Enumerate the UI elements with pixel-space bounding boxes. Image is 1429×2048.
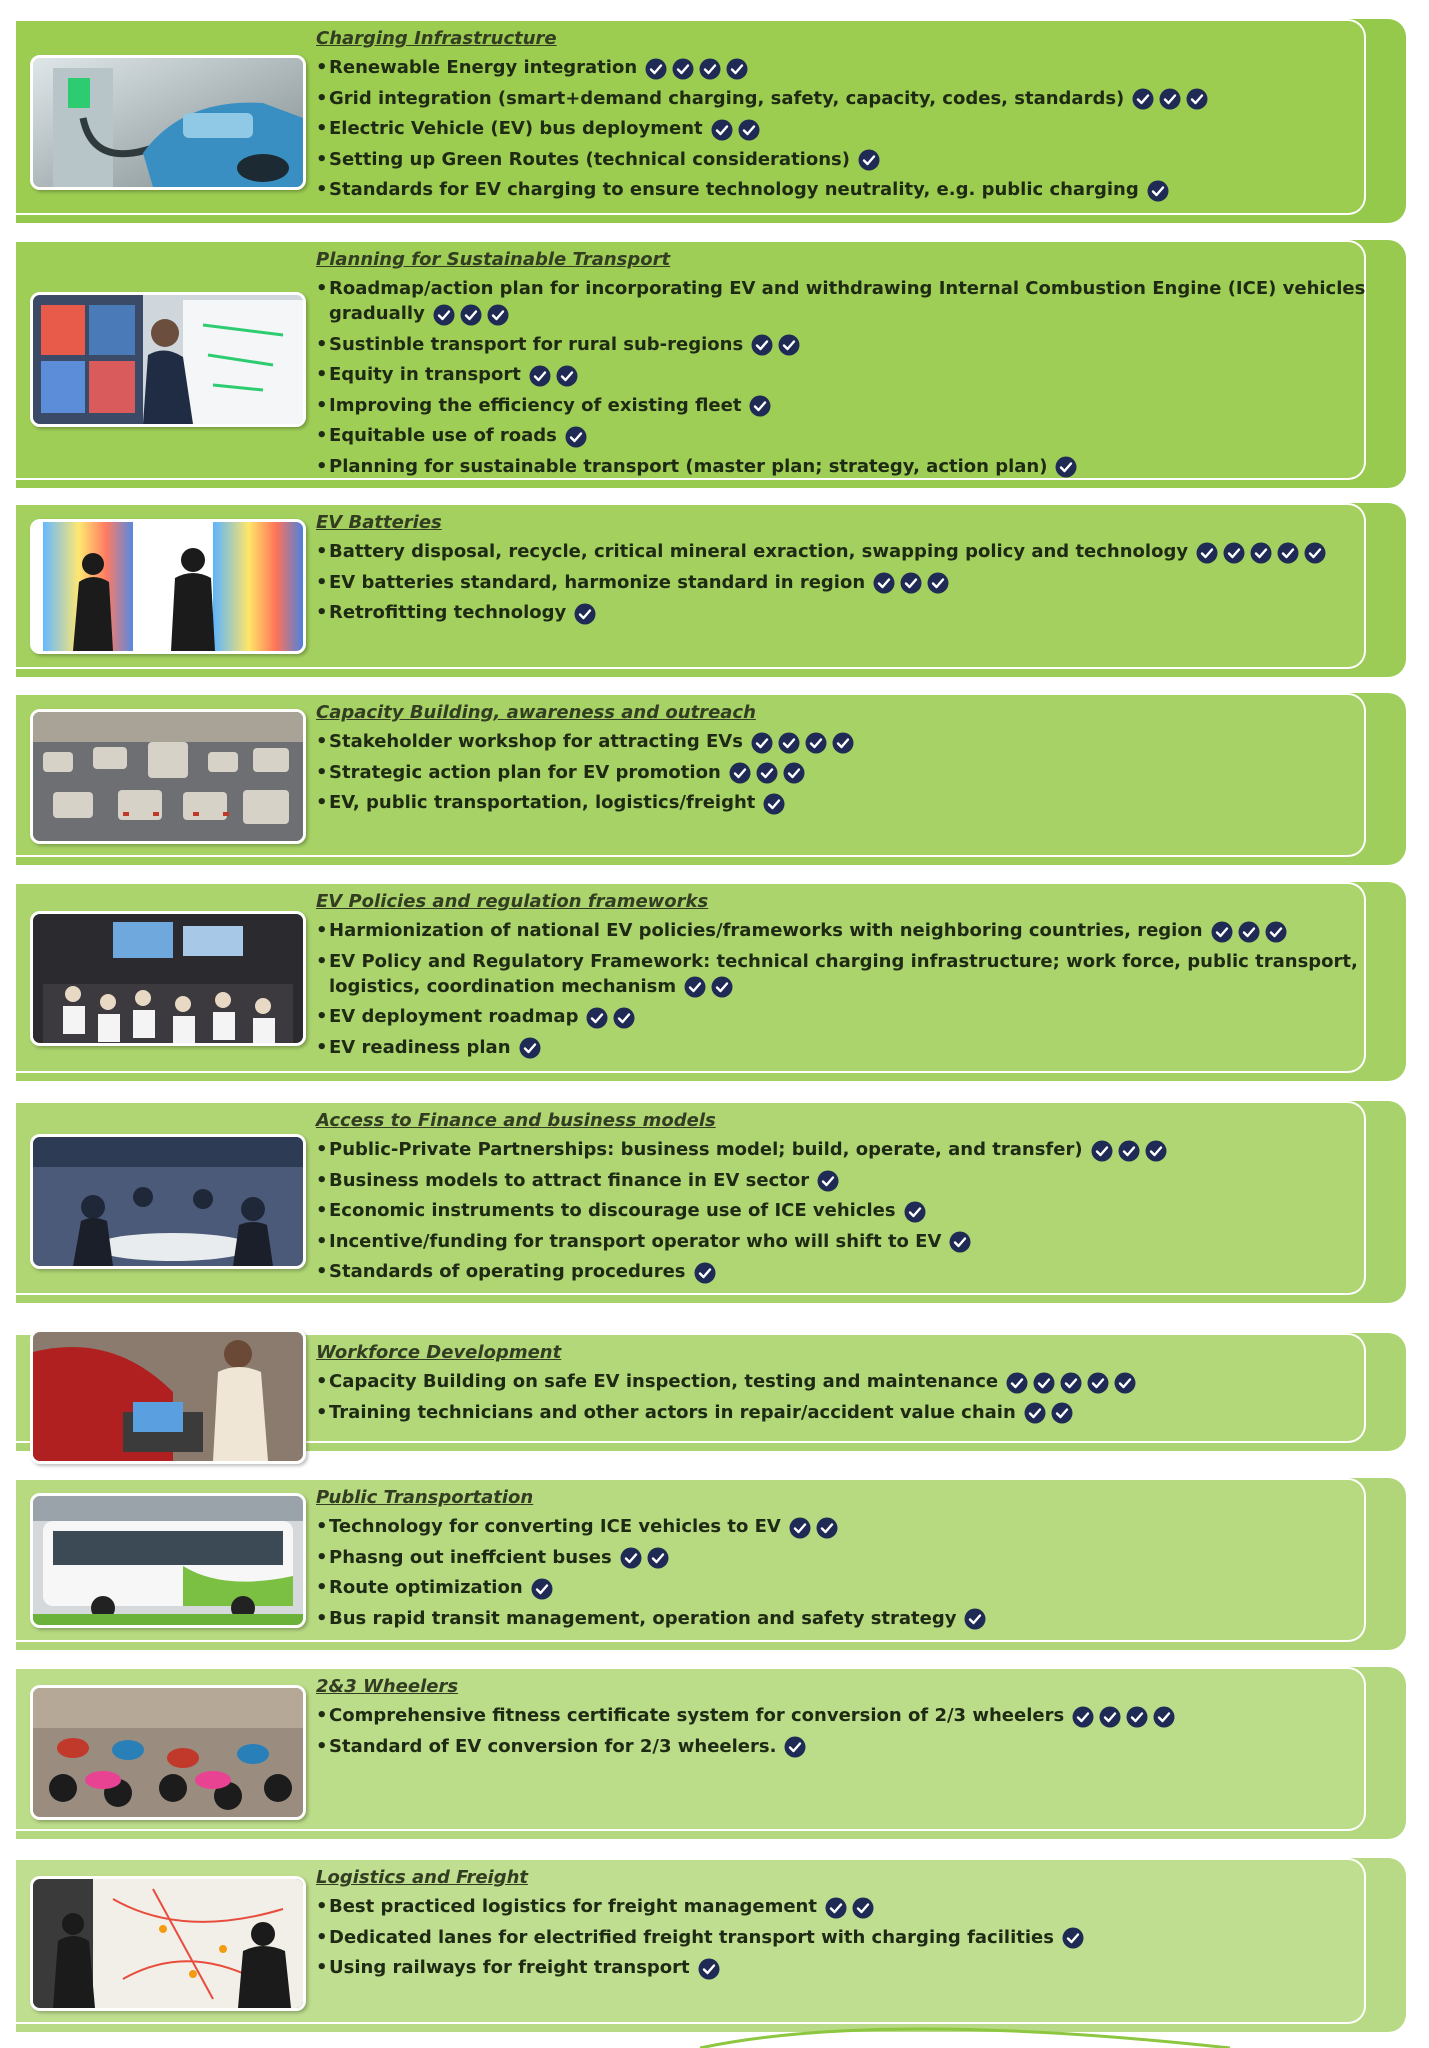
category-section-1: [16, 19, 1406, 223]
section-content: [316, 248, 1386, 484]
check-circle-icon: [1126, 1706, 1148, 1728]
item-text: Comprehensive fitness certificate system for conversion of 2/3 wheelers: [329, 1705, 1065, 1726]
item-text: Best practiced logistics for freight management: [329, 1896, 817, 1917]
check-circle-icon: [756, 762, 778, 784]
check-group: [433, 302, 514, 327]
item-text: Grid integration (smart+demand charging, safety, capacity, codes, standards): [329, 87, 1125, 109]
section-content: [316, 1341, 1386, 1430]
check-circle-icon: [726, 58, 748, 80]
item-text: Phasng out ineffcient buses: [329, 1546, 612, 1568]
item-text: Route optimization: [329, 1577, 523, 1598]
check-circle-icon: [1196, 542, 1218, 564]
item-text: Renewable Energy integration: [329, 57, 638, 78]
check-circle-icon: [816, 1517, 838, 1539]
check-circle-icon: [1145, 1140, 1167, 1162]
item-text: Using railways for freight transport: [329, 1957, 690, 1978]
check-circle-icon: [1186, 88, 1208, 110]
item-text: Planning for sustainable transport (master plan; strategy, action plan): [329, 455, 1048, 477]
check-circle-icon: [1265, 921, 1287, 943]
check-circle-icon: [433, 304, 455, 326]
check-circle-icon: [1132, 88, 1154, 110]
check-circle-icon: [613, 1007, 635, 1029]
check-circle-icon: [738, 119, 760, 141]
category-section-9: [16, 1667, 1406, 1839]
check-circle-icon: [1091, 1140, 1113, 1162]
list-item: [316, 949, 1429, 1000]
check-circle-icon: [1072, 1706, 1094, 1728]
check-circle-icon: [927, 572, 949, 594]
check-group: [858, 147, 885, 172]
section-items: [316, 729, 1386, 816]
check-circle-icon: [817, 1170, 839, 1192]
check-circle-icon: [964, 1608, 986, 1630]
item-text: EV deployment roadmap: [329, 1006, 579, 1027]
check-group: [1211, 919, 1292, 944]
list-item: [316, 276, 1386, 327]
check-circle-icon: [711, 976, 733, 998]
list-item: [316, 177, 1386, 203]
item-text: EV readiness plan: [329, 1036, 511, 1058]
check-circle-icon: [1277, 542, 1299, 564]
check-group: [698, 1956, 725, 1981]
check-group: [645, 56, 753, 81]
check-circle-icon: [1051, 1402, 1073, 1424]
item-text: Business models to attract finance in EV sector: [329, 1169, 810, 1191]
decorative-bottom-arc: [0, 2010, 1429, 2048]
list-item: [316, 86, 1386, 112]
check-circle-icon: [832, 732, 854, 754]
check-circle-icon: [694, 1262, 716, 1284]
item-text: Technology for converting ICE vehicles to EV: [329, 1516, 781, 1537]
list-item: [316, 790, 1386, 816]
section-content: [316, 1109, 1386, 1290]
check-circle-icon: [487, 304, 509, 326]
check-circle-icon: [529, 365, 551, 387]
check-circle-icon: [672, 58, 694, 80]
check-circle-icon: [684, 976, 706, 998]
section-content: [316, 1486, 1386, 1636]
logistics-map-photo: [30, 1876, 306, 2011]
item-text: Improving the efficiency of existing fleet: [329, 394, 742, 416]
technician-at-laptop-photo: [30, 1329, 306, 1464]
item-text: Battery disposal, recycle, critical mineral exraction, swapping policy and technology: [329, 541, 1189, 562]
check-circle-icon: [1118, 1140, 1140, 1162]
check-circle-icon: [519, 1037, 541, 1059]
list-item: [316, 1229, 1386, 1255]
list-item: [316, 1606, 1386, 1632]
item-text: Economic instruments to discourage use of ICE vehicles: [329, 1200, 896, 1221]
list-item: [316, 539, 1386, 565]
list-item: [316, 918, 1386, 944]
section-title: Charging Infrastructure: [316, 28, 557, 49]
check-circle-icon: [825, 1897, 847, 1919]
section-items: [316, 1894, 1386, 1981]
check-group: [1062, 1925, 1089, 1950]
item-text: Training technicians and other actors in repair/accident value chain: [329, 1401, 1016, 1423]
category-section-8: [16, 1478, 1406, 1650]
check-group: [1196, 540, 1331, 565]
check-circle-icon: [1055, 456, 1077, 478]
check-group: [684, 974, 738, 999]
section-items: [316, 276, 1386, 479]
check-circle-icon: [1006, 1372, 1028, 1394]
check-circle-icon: [784, 1736, 806, 1758]
check-circle-icon: [1087, 1372, 1109, 1394]
list-item: [316, 1168, 1386, 1194]
check-group: [620, 1545, 674, 1570]
list-item: [316, 454, 1386, 480]
list-item: [316, 1734, 1386, 1760]
item-text: Public-Private Partnerships: business model; build, operate, and transfer): [329, 1139, 1083, 1160]
check-circle-icon: [565, 426, 587, 448]
list-item: [316, 147, 1386, 173]
section-title: EV Batteries: [316, 512, 442, 533]
category-section-2: [16, 240, 1406, 488]
check-circle-icon: [805, 732, 827, 754]
item-text: Retrofitting technology: [329, 602, 567, 623]
section-items: [316, 539, 1386, 626]
section-content: [316, 1675, 1386, 1764]
list-item: [316, 1514, 1386, 1540]
check-group: [529, 363, 583, 388]
section-items: [316, 1703, 1386, 1759]
section-title: EV Policies and regulation frameworks: [316, 891, 709, 912]
item-text: Standard of EV conversion for 2/3 wheelers.: [329, 1735, 777, 1757]
check-group: [789, 1515, 843, 1540]
list-item: [316, 116, 1386, 142]
check-circle-icon: [1223, 542, 1245, 564]
check-group: [751, 730, 859, 755]
list-item: [316, 1400, 1386, 1426]
item-text: Stakeholder workshop for attracting EVs: [329, 731, 743, 752]
check-group: [1006, 1370, 1141, 1395]
list-item: [316, 1894, 1386, 1920]
section-content: [316, 1866, 1386, 1986]
list-item: [316, 332, 1386, 358]
check-circle-icon: [858, 149, 880, 171]
list-item: [316, 729, 1386, 755]
check-circle-icon: [763, 793, 785, 815]
check-circle-icon: [1060, 1372, 1082, 1394]
list-item: [316, 1004, 1386, 1030]
check-group: [694, 1260, 721, 1285]
check-circle-icon: [1033, 1372, 1055, 1394]
check-circle-icon: [460, 304, 482, 326]
check-group: [519, 1035, 546, 1060]
section-content: [316, 701, 1386, 821]
list-item: [316, 1198, 1386, 1224]
check-group: [763, 791, 790, 816]
check-group: [565, 424, 592, 449]
check-circle-icon: [1147, 180, 1169, 202]
check-group: [751, 332, 805, 357]
check-circle-icon: [586, 1007, 608, 1029]
check-circle-icon: [904, 1201, 926, 1223]
check-group: [1024, 1400, 1078, 1425]
check-group: [1055, 454, 1082, 479]
list-item: [316, 1369, 1386, 1395]
section-title: Public Transportation: [316, 1487, 534, 1508]
check-circle-icon: [556, 365, 578, 387]
check-group: [949, 1229, 976, 1254]
item-text: Electric Vehicle (EV) bus deployment: [329, 118, 703, 139]
check-circle-icon: [778, 334, 800, 356]
check-group: [586, 1005, 640, 1030]
list-item: [316, 570, 1386, 596]
item-text: Standards for EV charging to ensure technology neutrality, e.g. public charging: [329, 179, 1139, 200]
section-items: [316, 918, 1386, 1060]
list-item: [316, 362, 1386, 388]
check-circle-icon: [749, 395, 771, 417]
list-item: [316, 55, 1386, 81]
category-section-6: [16, 1101, 1406, 1303]
list-item: [316, 393, 1386, 419]
check-circle-icon: [783, 762, 805, 784]
check-group: [873, 570, 954, 595]
check-circle-icon: [729, 762, 751, 784]
section-items: [316, 1137, 1386, 1285]
scooters-street-photo: [30, 1685, 306, 1820]
item-text: Bus rapid transit management, operation and safety strategy: [329, 1607, 957, 1629]
item-text: Strategic action plan for EV promotion: [329, 761, 721, 783]
check-group: [964, 1606, 991, 1631]
check-group: [1147, 178, 1174, 203]
check-circle-icon: [1114, 1372, 1136, 1394]
item-text: Dedicated lanes for electrified freight transport with charging facilities: [329, 1926, 1054, 1948]
check-circle-icon: [751, 334, 773, 356]
section-content: [316, 27, 1386, 208]
check-circle-icon: [698, 1958, 720, 1980]
check-group: [749, 393, 776, 418]
section-items: [316, 1514, 1386, 1631]
check-circle-icon: [1238, 921, 1260, 943]
section-title: Logistics and Freight: [316, 1867, 529, 1888]
list-item: [316, 1035, 1386, 1061]
workshop-meeting-photo: [30, 911, 306, 1046]
check-circle-icon: [852, 1897, 874, 1919]
check-circle-icon: [531, 1578, 553, 1600]
list-item: [316, 1703, 1386, 1729]
check-group: [729, 760, 810, 785]
item-text: EV, public transportation, logistics/freight: [329, 792, 756, 813]
list-item: [316, 1955, 1386, 1981]
category-section-3: [16, 503, 1406, 677]
check-circle-icon: [647, 1547, 669, 1569]
check-circle-icon: [1153, 1706, 1175, 1728]
list-item: [316, 1925, 1386, 1951]
check-circle-icon: [1099, 1706, 1121, 1728]
check-circle-icon: [1159, 88, 1181, 110]
section-content: [316, 890, 1386, 1065]
section-items: [316, 55, 1386, 203]
check-group: [825, 1895, 879, 1920]
item-text: Roadmap/action plan for incorporating EV and withdrawing Internal Combustion Engine (ICE) vehicles gradually: [329, 278, 1366, 324]
list-item: [316, 600, 1386, 626]
ev-charging-station-photo: [30, 55, 306, 190]
item-text: Incentive/funding for transport operator who will shift to EV: [329, 1230, 942, 1252]
check-circle-icon: [1211, 921, 1233, 943]
section-title: Access to Finance and business models: [316, 1110, 716, 1131]
list-item: [316, 423, 1386, 449]
item-text: EV Policy and Regulatory Framework: technical charging infrastructure; work force, public transport, logistics, coordination mechanism: [329, 950, 1358, 997]
check-circle-icon: [645, 58, 667, 80]
item-text: Standards of operating procedures: [329, 1261, 686, 1282]
planner-at-whiteboard-photo: [30, 292, 306, 427]
electric-bus-photo: [30, 1493, 306, 1628]
item-text: Sustinble transport for rural sub-regions: [329, 333, 744, 355]
check-circle-icon: [699, 58, 721, 80]
check-group: [711, 117, 765, 142]
section-title: 2&3 Wheelers: [316, 1676, 459, 1697]
list-item: [316, 1545, 1386, 1571]
item-text: Harmionization of national EV policies/frameworks with neighboring countries, region: [329, 920, 1203, 941]
section-content: [316, 511, 1386, 631]
check-circle-icon: [1024, 1402, 1046, 1424]
check-circle-icon: [751, 732, 773, 754]
check-group: [531, 1576, 558, 1601]
item-text: Equitable use of roads: [329, 425, 557, 446]
item-text: Setting up Green Routes (technical considerations): [329, 148, 850, 170]
section-title: Planning for Sustainable Transport: [316, 249, 671, 270]
check-circle-icon: [949, 1231, 971, 1253]
check-group: [1132, 86, 1213, 111]
check-circle-icon: [900, 572, 922, 594]
item-text: Equity in transport: [329, 364, 521, 385]
check-circle-icon: [789, 1517, 811, 1539]
section-items: [316, 1369, 1386, 1425]
list-item: [316, 1575, 1386, 1601]
check-circle-icon: [574, 603, 596, 625]
section-title: Workforce Development: [316, 1342, 562, 1363]
conference-room-photo: [30, 1134, 306, 1269]
item-text: EV batteries standard, harmonize standard in region: [329, 571, 866, 593]
check-circle-icon: [1062, 1927, 1084, 1949]
list-item: [316, 1137, 1386, 1163]
battery-research-photo: [30, 519, 306, 654]
check-group: [1091, 1138, 1172, 1163]
list-item: [316, 1259, 1386, 1285]
item-text: Capacity Building on safe EV inspection, testing and maintenance: [329, 1371, 999, 1392]
check-circle-icon: [1304, 542, 1326, 564]
check-circle-icon: [873, 572, 895, 594]
category-section-4: [16, 693, 1406, 865]
category-section-5: [16, 882, 1406, 1081]
check-group: [1072, 1704, 1180, 1729]
check-circle-icon: [778, 732, 800, 754]
check-group: [574, 601, 601, 626]
check-circle-icon: [1250, 542, 1272, 564]
check-group: [817, 1168, 844, 1193]
traffic-jam-photo: [30, 709, 306, 844]
check-group: [904, 1199, 931, 1224]
list-item: [316, 760, 1386, 786]
check-group: [784, 1734, 811, 1759]
check-circle-icon: [620, 1547, 642, 1569]
check-circle-icon: [711, 119, 733, 141]
section-title: Capacity Building, awareness and outreach: [316, 702, 756, 723]
category-section-10: [16, 1858, 1406, 2032]
category-section-7: [16, 1333, 1406, 1451]
